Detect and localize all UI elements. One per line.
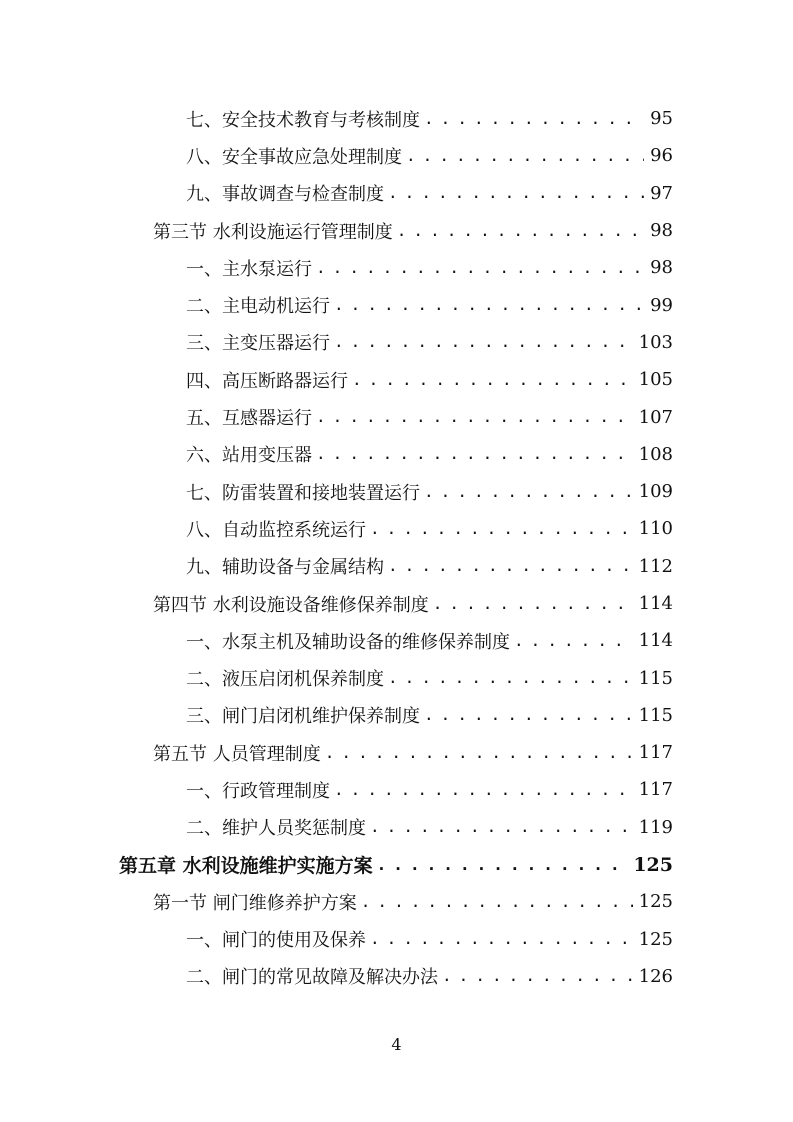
toc-entry-page: 114 [638, 593, 673, 614]
dot-leader [370, 931, 633, 947]
toc-entry[interactable] [0, 324, 793, 361]
dot-leader [442, 968, 633, 984]
toc-entry-title: 第五章 水利设施维护实施方案 [119, 855, 373, 878]
dot-leader [397, 223, 644, 239]
dot-leader [316, 446, 633, 462]
toc-entry[interactable] [0, 771, 793, 808]
toc-entry-page: 98 [650, 220, 673, 242]
dot-leader [514, 633, 633, 649]
dot-leader [424, 111, 644, 127]
toc-entry-page: 108 [638, 443, 673, 465]
toc-entry-title: 三、主变压器运行 [186, 333, 330, 355]
toc-entry[interactable] [0, 809, 793, 846]
dot-leader [377, 857, 628, 873]
toc-entry[interactable] [0, 697, 793, 734]
toc-entry[interactable] [0, 175, 793, 212]
toc-entry-page: 115 [638, 667, 673, 689]
toc-entry-title: 九、辅助设备与金属结构 [186, 557, 384, 579]
toc-entry-page: 107 [638, 406, 673, 428]
toc-section-entry[interactable] [0, 212, 793, 249]
toc-section-entry[interactable] [0, 734, 793, 771]
dot-leader [334, 334, 633, 350]
toc-entry-title: 一、水泵主机及辅助设备的维修保养制度 [186, 631, 510, 653]
toc-entry-page: 115 [638, 704, 673, 726]
toc-entry[interactable] [0, 100, 793, 137]
toc-entry-page: 99 [650, 294, 673, 316]
toc-chapter-entry[interactable] [0, 846, 793, 883]
toc-entry-title: 四、高压断路器运行 [186, 370, 348, 392]
dot-leader [361, 894, 633, 910]
dot-leader [433, 596, 633, 612]
toc-entry-page: 117 [638, 779, 673, 801]
toc-entry-page: 105 [638, 369, 673, 391]
dot-leader [388, 185, 644, 201]
toc-entry-page: 117 [638, 742, 673, 764]
toc-entry[interactable] [0, 958, 793, 995]
toc-entry-title: 二、主电动机运行 [186, 296, 330, 318]
dot-leader [334, 297, 644, 313]
toc-entry[interactable] [0, 286, 793, 323]
toc-entry-title: 三、闸门启闭机维护保养制度 [186, 706, 420, 728]
toc-entry-page: 96 [650, 145, 673, 167]
toc-entry-page: 125 [633, 853, 673, 876]
dot-leader [334, 782, 633, 798]
toc-entry[interactable] [0, 473, 793, 510]
toc-entry-page: 112 [638, 555, 673, 577]
dot-leader [325, 745, 633, 761]
toc-entry-page: 126 [638, 965, 673, 987]
toc-entry-title: 第三节 水利设施运行管理制度 [153, 221, 393, 243]
dot-leader [388, 670, 633, 686]
toc-entry-title: 二、维护人员奖惩制度 [186, 818, 366, 840]
toc-entry-page: 95 [650, 108, 673, 130]
toc-entry-title: 七、安全技术教育与考核制度 [186, 109, 420, 131]
dot-leader [406, 148, 644, 164]
dot-leader [370, 819, 633, 835]
toc-entry-title: 九、事故调查与检查制度 [186, 184, 384, 206]
toc-entry[interactable] [0, 361, 793, 398]
dot-leader [424, 707, 633, 723]
page-number: 4 [391, 1035, 402, 1054]
toc-entry-title: 第一节 闸门维修养护方案 [153, 892, 357, 914]
toc-entry-page: 125 [638, 928, 673, 950]
toc-entry-page: 119 [638, 816, 673, 838]
toc-entry-title: 一、行政管理制度 [186, 780, 330, 802]
toc-entry[interactable] [0, 921, 793, 958]
toc-section-entry[interactable] [0, 585, 793, 622]
toc-entry-title: 七、防雷装置和接地装置运行 [186, 482, 420, 504]
toc-entry-title: 第四节 水利设施设备维修保养制度 [153, 594, 429, 616]
toc-entry-title: 八、自动监控系统运行 [186, 519, 366, 541]
toc-entry-page: 103 [638, 331, 673, 353]
dot-leader [424, 484, 633, 500]
toc-entry-page: 110 [638, 518, 673, 540]
toc-entry[interactable] [0, 137, 793, 174]
toc-entry[interactable] [0, 510, 793, 547]
toc-entry[interactable] [0, 398, 793, 435]
toc-entry-title: 二、液压启闭机保养制度 [186, 669, 384, 691]
dot-leader [352, 372, 633, 388]
toc-entry[interactable] [0, 622, 793, 659]
toc-entry[interactable] [0, 436, 793, 473]
toc-entry[interactable] [0, 249, 793, 286]
dot-leader [388, 558, 633, 574]
dot-leader [316, 260, 644, 276]
toc-entry-page: 97 [650, 182, 673, 204]
toc-entry-page: 125 [638, 891, 673, 913]
toc-entry-title: 六、站用变压器 [186, 445, 312, 467]
dot-leader [370, 521, 633, 537]
toc-entry-title: 五、互感器运行 [186, 408, 312, 430]
toc-entry-title: 八、安全事故应急处理制度 [186, 146, 402, 168]
toc-entry[interactable] [0, 548, 793, 585]
toc-entry-page: 98 [650, 257, 673, 279]
toc-entry-page: 114 [638, 630, 673, 652]
toc-section-entry[interactable] [0, 883, 793, 920]
toc-entry-title: 一、主水泵运行 [186, 258, 312, 280]
toc-entry-title: 一、闸门的使用及保养 [186, 930, 366, 952]
dot-leader [316, 409, 633, 425]
toc-entry-title: 二、闸门的常见故障及解决办法 [186, 967, 438, 989]
toc-entry-title: 第五节 人员管理制度 [153, 743, 321, 765]
toc-entry[interactable] [0, 659, 793, 696]
toc-entry-page: 109 [638, 481, 673, 503]
table-of-contents [0, 100, 793, 995]
